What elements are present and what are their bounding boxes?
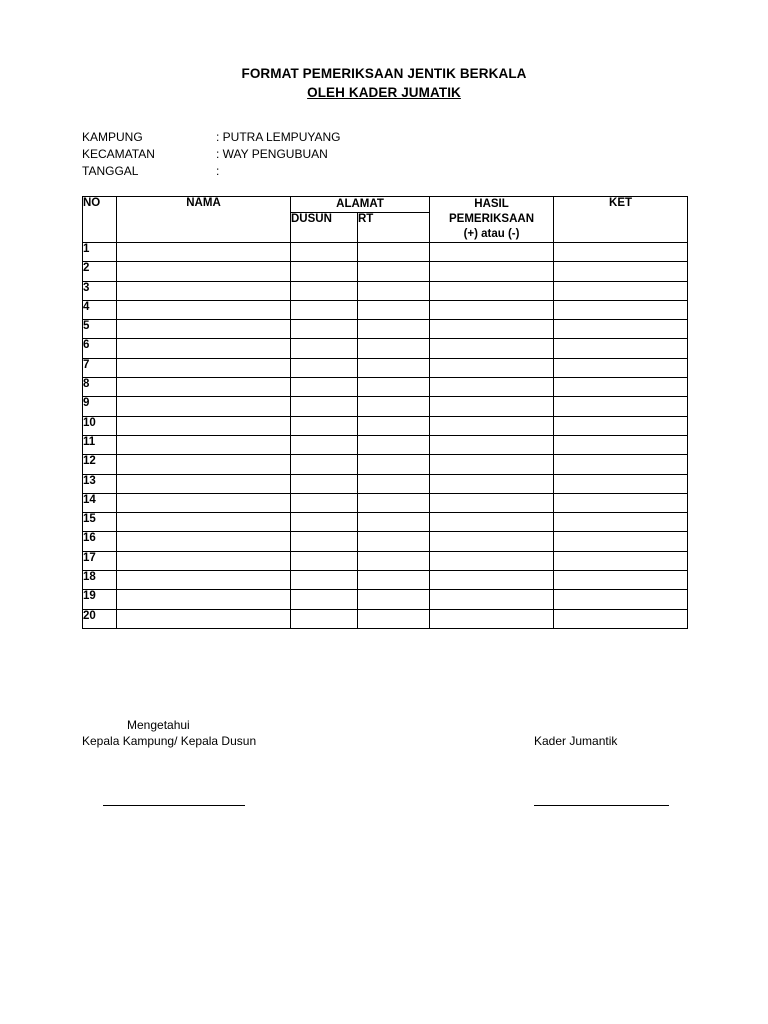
cell-no: 9	[83, 397, 117, 416]
sig-line-right	[534, 805, 669, 806]
cell-rt	[358, 416, 430, 435]
cell-hasil	[430, 243, 554, 262]
info-value: : PUTRA LEMPUYANG	[216, 130, 341, 144]
cell-rt	[358, 339, 430, 358]
cell-dusun	[291, 358, 358, 377]
cell-hasil	[430, 513, 554, 532]
cell-rt	[358, 281, 430, 300]
cell-no: 12	[83, 455, 117, 474]
header-hasil-line2: PEMERIKSAAN	[449, 213, 534, 225]
cell-no: 17	[83, 551, 117, 570]
cell-ket	[554, 262, 688, 281]
cell-dusun	[291, 609, 358, 628]
cell-rt	[358, 435, 430, 454]
table-row	[83, 571, 688, 590]
cell-ket	[554, 474, 688, 493]
cell-nama	[117, 493, 291, 512]
cell-ket	[554, 243, 688, 262]
cell-dusun	[291, 320, 358, 339]
cell-rt	[358, 571, 430, 590]
cell-hasil	[430, 300, 554, 319]
cell-nama	[117, 513, 291, 532]
info-label: KECAMATAN	[82, 147, 155, 161]
table-row	[83, 435, 688, 454]
cell-ket	[554, 378, 688, 397]
table-row	[83, 300, 688, 319]
cell-no: 15	[83, 513, 117, 532]
cell-rt	[358, 455, 430, 474]
cell-no: 6	[83, 339, 117, 358]
table-row	[83, 378, 688, 397]
cell-dusun	[291, 532, 358, 551]
table-row	[83, 262, 688, 281]
cell-no: 8	[83, 378, 117, 397]
table-row	[83, 339, 688, 358]
cell-dusun	[291, 339, 358, 358]
cell-no: 20	[83, 609, 117, 628]
header-rt: RT	[358, 212, 430, 242]
cell-ket	[554, 513, 688, 532]
cell-nama	[117, 416, 291, 435]
cell-hasil	[430, 358, 554, 377]
cell-rt	[358, 532, 430, 551]
sig-left-title: Kepala Kampung/ Kepala Dusun	[82, 734, 257, 748]
cell-hasil	[430, 262, 554, 281]
cell-ket	[554, 551, 688, 570]
table-row	[83, 590, 688, 609]
table-row	[83, 358, 688, 377]
cell-dusun	[291, 281, 358, 300]
cell-ket	[554, 493, 688, 512]
cell-hasil	[430, 397, 554, 416]
header-hasil	[430, 197, 554, 243]
cell-no: 18	[83, 571, 117, 590]
table-row	[83, 455, 688, 474]
cell-hasil	[430, 339, 554, 358]
table-row	[83, 397, 688, 416]
cell-hasil	[430, 378, 554, 397]
header-dusun: DUSUN	[291, 212, 358, 242]
cell-rt	[358, 300, 430, 319]
cell-nama	[117, 397, 291, 416]
table-row	[83, 281, 688, 300]
cell-dusun	[291, 571, 358, 590]
cell-hasil	[430, 609, 554, 628]
table-row	[83, 493, 688, 512]
cell-nama	[117, 262, 291, 281]
cell-hasil	[430, 532, 554, 551]
header-alamat: ALAMAT	[291, 197, 430, 213]
cell-hasil	[430, 590, 554, 609]
cell-rt	[358, 513, 430, 532]
cell-rt	[358, 378, 430, 397]
cell-rt	[358, 609, 430, 628]
cell-nama	[117, 300, 291, 319]
cell-dusun	[291, 551, 358, 570]
table-row	[83, 243, 688, 262]
cell-no: 19	[83, 590, 117, 609]
cell-nama	[117, 339, 291, 358]
cell-nama	[117, 590, 291, 609]
cell-ket	[554, 416, 688, 435]
cell-rt	[358, 243, 430, 262]
table-body	[83, 243, 688, 629]
cell-no: 11	[83, 435, 117, 454]
cell-hasil	[430, 416, 554, 435]
cell-nama	[117, 609, 291, 628]
sig-mengetahui: Mengetahui	[127, 718, 190, 732]
cell-no: 4	[83, 300, 117, 319]
sig-right-title: Kader Jumantik	[534, 734, 618, 748]
cell-rt	[358, 358, 430, 377]
cell-no: 7	[83, 358, 117, 377]
cell-ket	[554, 281, 688, 300]
cell-rt	[358, 397, 430, 416]
cell-ket	[554, 532, 688, 551]
cell-hasil	[430, 320, 554, 339]
table-row	[83, 551, 688, 570]
cell-no: 13	[83, 474, 117, 493]
cell-ket	[554, 320, 688, 339]
cell-nama	[117, 532, 291, 551]
cell-ket	[554, 435, 688, 454]
header-hasil-line3: (+) atau (-)	[463, 228, 520, 240]
header-no: NO	[83, 197, 117, 243]
cell-dusun	[291, 262, 358, 281]
cell-hasil	[430, 281, 554, 300]
cell-dusun	[291, 243, 358, 262]
cell-no: 14	[83, 493, 117, 512]
cell-nama	[117, 474, 291, 493]
info-label: KAMPUNG	[82, 130, 143, 144]
table-row	[83, 320, 688, 339]
cell-dusun	[291, 455, 358, 474]
cell-ket	[554, 571, 688, 590]
cell-nama	[117, 281, 291, 300]
cell-dusun	[291, 397, 358, 416]
cell-nama	[117, 320, 291, 339]
table-row	[83, 416, 688, 435]
cell-no: 5	[83, 320, 117, 339]
cell-ket	[554, 455, 688, 474]
info-value: :	[216, 164, 220, 178]
cell-dusun	[291, 493, 358, 512]
cell-dusun	[291, 300, 358, 319]
form-subtitle	[0, 85, 768, 100]
cell-rt	[358, 474, 430, 493]
header-hasil-line1: HASIL	[474, 198, 509, 210]
cell-nama	[117, 551, 291, 570]
cell-no: 16	[83, 532, 117, 551]
info-value: : WAY PENGUBUAN	[216, 147, 328, 161]
cell-nama	[117, 378, 291, 397]
cell-no: 2	[83, 262, 117, 281]
cell-ket	[554, 358, 688, 377]
cell-ket	[554, 339, 688, 358]
form-subtitle-text: OLEH KADER JUMATIK	[307, 85, 461, 100]
cell-nama	[117, 571, 291, 590]
cell-hasil	[430, 551, 554, 570]
cell-no: 10	[83, 416, 117, 435]
cell-rt	[358, 551, 430, 570]
cell-ket	[554, 397, 688, 416]
cell-dusun	[291, 513, 358, 532]
cell-dusun	[291, 590, 358, 609]
cell-hasil	[430, 571, 554, 590]
cell-rt	[358, 320, 430, 339]
cell-nama	[117, 455, 291, 474]
cell-dusun	[291, 474, 358, 493]
cell-no: 1	[83, 243, 117, 262]
cell-dusun	[291, 435, 358, 454]
table-row	[83, 474, 688, 493]
header-nama: NAMA	[117, 197, 291, 243]
cell-dusun	[291, 416, 358, 435]
cell-hasil	[430, 435, 554, 454]
inspection-table	[82, 196, 688, 629]
cell-ket	[554, 609, 688, 628]
table-row	[83, 532, 688, 551]
cell-nama	[117, 358, 291, 377]
cell-hasil	[430, 474, 554, 493]
cell-rt	[358, 262, 430, 281]
cell-nama	[117, 243, 291, 262]
cell-rt	[358, 493, 430, 512]
sig-line-left	[103, 805, 245, 806]
cell-ket	[554, 300, 688, 319]
cell-no: 3	[83, 281, 117, 300]
cell-hasil	[430, 455, 554, 474]
cell-nama	[117, 435, 291, 454]
header-ket: KET	[554, 197, 688, 243]
cell-dusun	[291, 378, 358, 397]
table-row	[83, 609, 688, 628]
form-title: FORMAT PEMERIKSAAN JENTIK BERKALA	[241, 66, 527, 81]
table-row	[83, 513, 688, 532]
cell-hasil	[430, 493, 554, 512]
info-label: TANGGAL	[82, 164, 139, 178]
cell-rt	[358, 590, 430, 609]
cell-ket	[554, 590, 688, 609]
